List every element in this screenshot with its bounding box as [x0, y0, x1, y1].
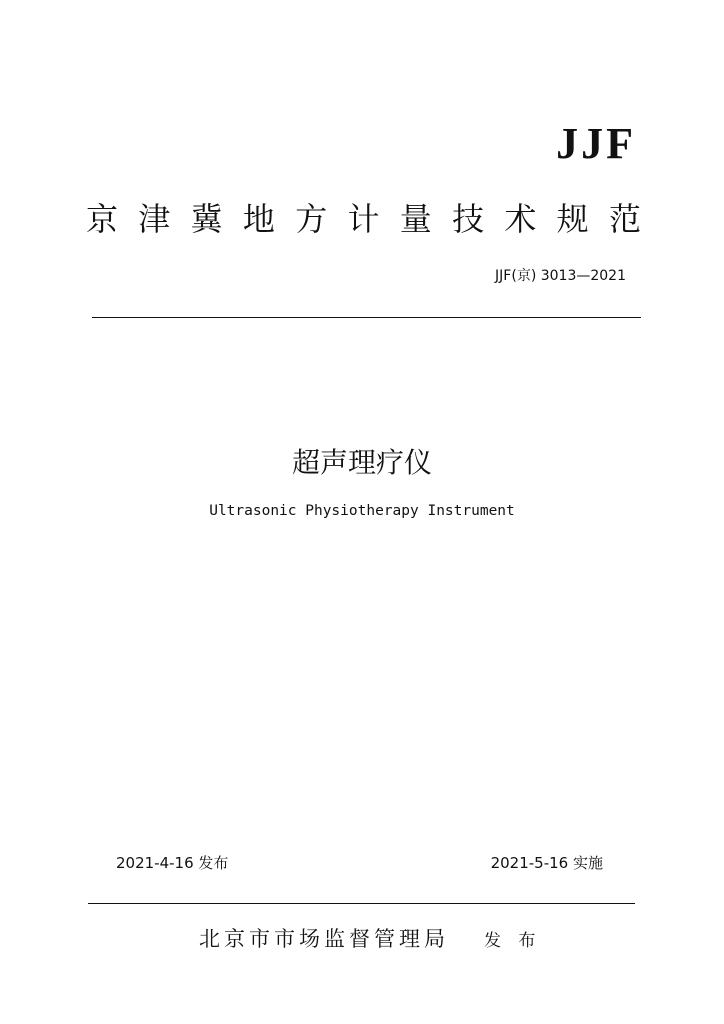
publisher-name: 北京市市场监督管理局 — [199, 927, 449, 951]
series-char: 范 — [608, 200, 641, 238]
series-char: 量 — [399, 200, 432, 238]
effective-date: 2021-5-16 实施 — [490, 854, 603, 872]
document-title-english: Ultrasonic Physiotherapy Instrument — [209, 503, 515, 519]
series-char: 技 — [452, 200, 485, 238]
footer-divider — [88, 903, 635, 904]
series-char: 方 — [295, 200, 328, 238]
publish-label: 发 布 — [484, 931, 542, 951]
document-title-chinese: 超声理疗仪 — [291, 446, 432, 479]
series-char: 计 — [347, 200, 380, 238]
series-char: 规 — [556, 200, 589, 238]
issue-date: 2021-4-16 发布 — [116, 854, 229, 872]
jjf-logo: JJF — [556, 119, 636, 168]
series-char: 术 — [504, 200, 537, 238]
series-char: 地 — [242, 200, 275, 238]
standard-code: JJF(京) 3013—2021 — [495, 268, 626, 284]
series-char: 冀 — [190, 200, 223, 238]
document-series-title — [86, 200, 641, 238]
header-divider — [92, 317, 641, 318]
series-char: 津 — [138, 200, 171, 238]
series-char: 京 — [86, 200, 119, 238]
